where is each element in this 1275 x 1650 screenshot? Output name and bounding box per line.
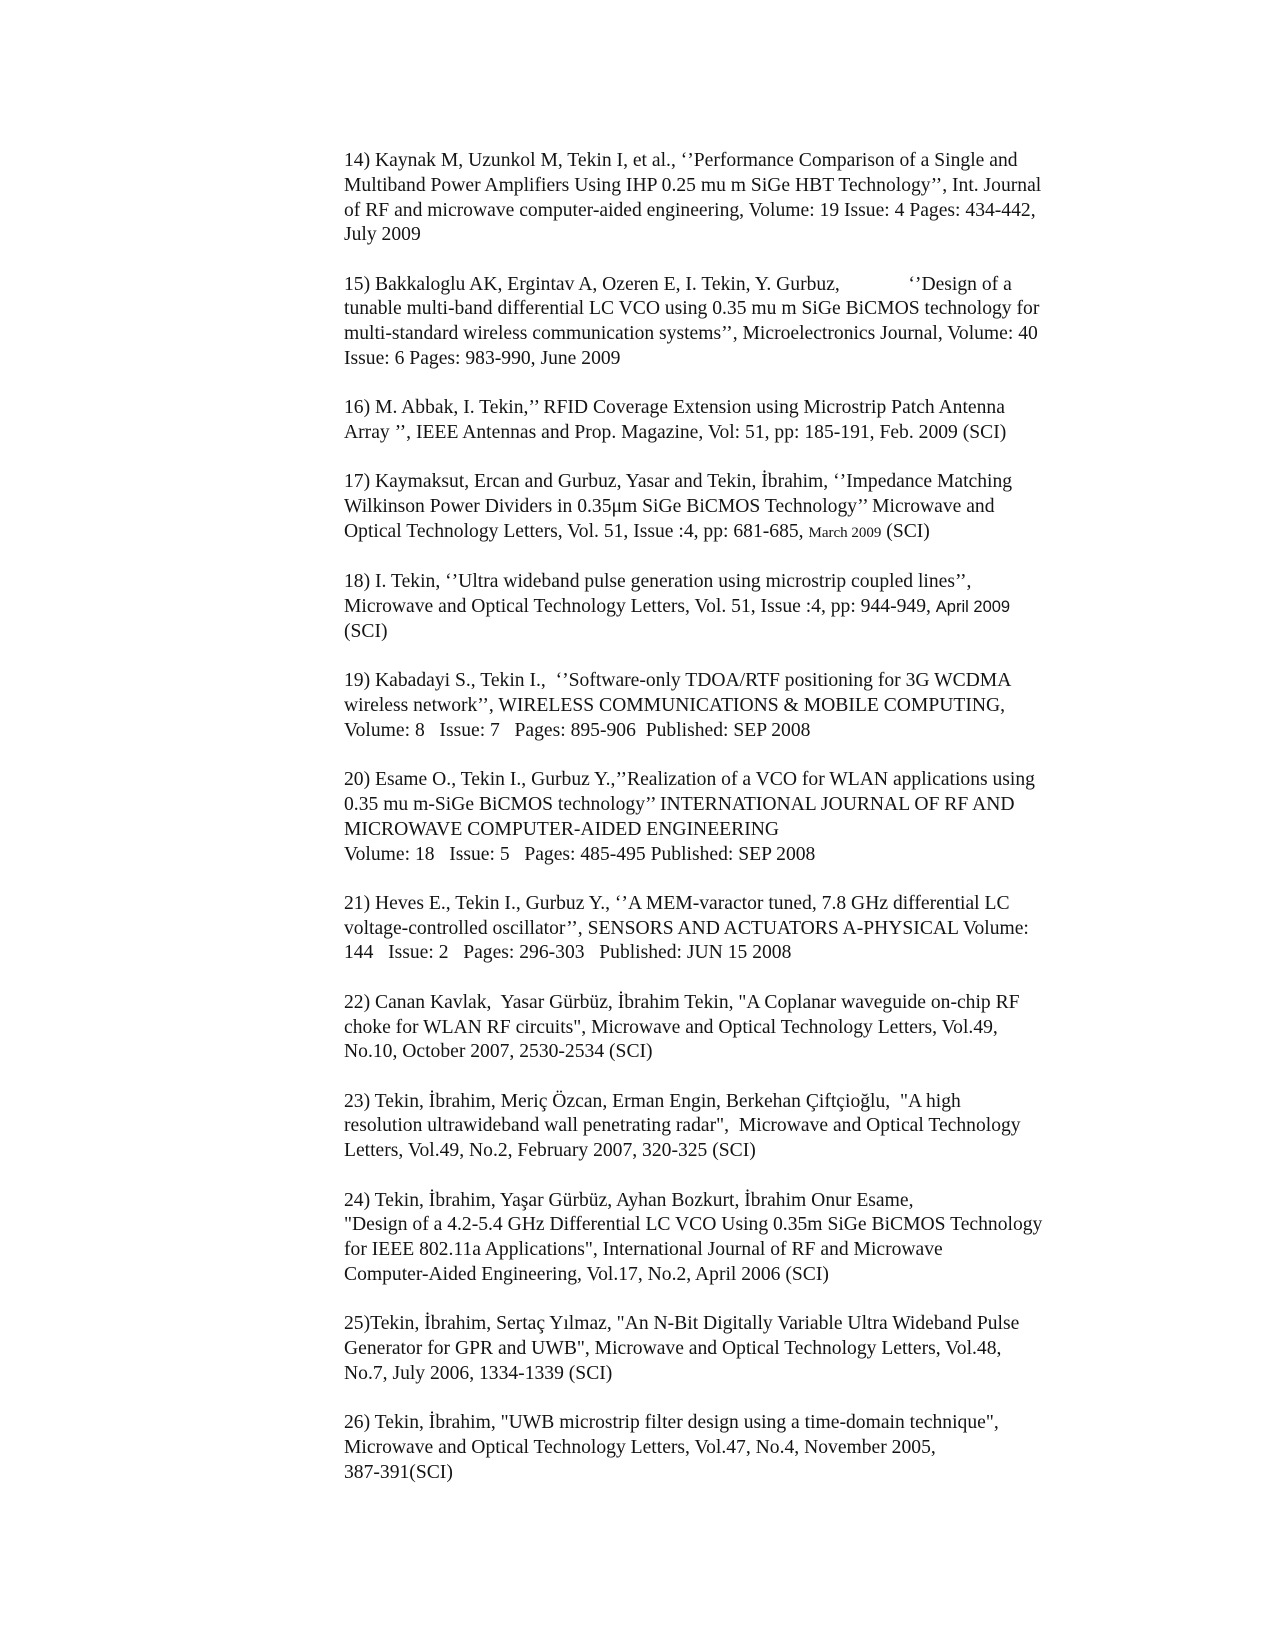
entry-line: 22) Canan Kavlak, Yasar Gürbüz, İbrahim Tekin, "A Coplanar waveguide on-chip RF [344,991,1020,1013]
entry-line: tunable multi-band differential LC VCO using 0.35 mu m SiGe BiCMOS technology for [344,298,1040,320]
entry-line: 25)Tekin, İbrahim, Sertaç Yılmaz, "An N-Bit Digitally Variable Ultra Wideband Pulse [344,1313,1020,1335]
publication-entry-23 [344,1090,1084,1164]
entry-line: 14) Kaynak M, Uzunkol M, Tekin I, et al., ‘’Performance Comparison of a Single and [344,150,1018,171]
entry-line: 21) Heves E., Tekin I., Gurbuz Y., ‘’A MEM-varactor tuned, 7.8 GHz differential LC [344,892,1010,914]
entry-line: choke for WLAN RF circuits", Microwave and Optical Technology Letters, Vol.49, [344,1016,998,1038]
entry-line: No.7, July 2006, 1334-1339 (SCI) [344,1362,613,1384]
entry-line: wireless network’’, WIRELESS COMMUNICATIONS & MOBILE COMPUTING, [344,695,1006,717]
entry-line: Volume: 18 Issue: 5 Pages: 485-495 Published: SEP 2008 [344,843,816,865]
entry-line: 0.35 mu m-SiGe BiCMOS technology’’ INTERNATIONAL JOURNAL OF RF AND [344,793,1015,815]
entry-line: 26) Tekin, İbrahim, "UWB microstrip filter design using a time-domain technique", [344,1412,999,1434]
entry-line: "Design of a 4.2-5.4 GHz Differential LC VCO Using 0.35m SiGe BiCMOS Technology [344,1214,1043,1236]
publication-entry-17 [344,470,1084,545]
entry-line: Computer-Aided Engineering, Vol.17, No.2, April 2006 (SCI) [344,1263,829,1285]
entry-line: Volume: 8 Issue: 7 Pages: 895-906 Published: SEP 2008 [344,719,811,741]
publication-entry-22 [344,991,1084,1065]
publication-entry-16 [344,396,1084,446]
entry-line: Generator for GPR and UWB", Microwave and Optical Technology Letters, Vol.48, [344,1337,1002,1359]
entry-line: 15) Bakkaloglu AK, Ergintav A, Ozeren E, I. Tekin, Y. Gurbuz, ‘’Design of a [344,273,1012,295]
publication-entry-18 [344,570,1084,644]
publication-entry-19 [344,669,1084,743]
publication-entry-15 [344,273,1084,372]
entry-line: Letters, Vol.49, No.2, February 2007, 320-325 (SCI) [344,1140,756,1162]
entry-line: 19) Kabadayi S., Tekin I., ‘’Software-only TDOA/RTF positioning for 3G WCDMA [344,670,1012,692]
entry-line [344,595,1084,620]
entry-line: voltage-controlled oscillator’’, SENSORS AND ACTUATORS A-PHYSICAL Volume: [344,917,1029,939]
entry-line: for IEEE 802.11a Applications", International Journal of RF and Microwave [344,1239,943,1261]
entry-line: Multiband Power Amplifiers Using IHP 0.25 mu m SiGe HBT Technology’’, Int. Journal [344,174,1042,196]
entry-line: Microwave and Optical Technology Letters, Vol.47, No.4, November 2005, [344,1436,936,1458]
publication-entry-25 [344,1312,1084,1386]
entry-line: 387-391(SCI) [344,1461,453,1483]
entry-line: July 2009 [344,224,421,246]
entry-date-sans: April 2009 [935,598,1011,617]
entry-line: 24) Tekin, İbrahim, Yaşar Gürbüz, Ayhan Bozkurt, İbrahim Onur Esame, [344,1189,914,1211]
entry-line: 17) Kaymaksut, Ercan and Gurbuz, Yasar and Tekin, İbrahim, ‘’Impedance Matching [344,471,1013,493]
entry-line-text: Optical Technology Letters, Vol. 51, Issue :4, pp: 681-685, [344,521,809,543]
entry-line-text: Microwave and Optical Technology Letters, Vol. 51, Issue :4, pp: 944-949, [344,596,936,618]
entry-line-text: (SCI) [881,521,930,543]
publication-entry-14 [344,149,1084,248]
entry-line: multi-standard wireless communication systems’’, Microelectronics Journal, Volume: 40 [344,323,1038,345]
entry-line: Issue: 6 Pages: 983-990, June 2009 [344,348,621,370]
entry-line: of RF and microwave computer-aided engineering, Volume: 19 Issue: 4 Pages: 434-442, [344,199,1036,221]
entry-line [344,520,1084,546]
publication-entry-21 [344,892,1084,966]
entry-line: MICROWAVE COMPUTER-AIDED ENGINEERING [344,818,780,840]
publication-entry-20 [344,768,1084,867]
entry-line: 23) Tekin, İbrahim, Meriç Özcan, Erman Engin, Berkehan Çiftçioğlu, "A high [344,1090,961,1112]
entry-line: 18) I. Tekin, ‘’Ultra wideband pulse generation using microstrip coupled lines’’, [344,571,972,593]
entry-line: No.10, October 2007, 2530-2534 (SCI) [344,1041,653,1063]
entry-line: (SCI) [344,620,388,642]
publication-entry-24 [344,1189,1084,1288]
publication-entry-26 [344,1411,1084,1485]
entry-line: 144 Issue: 2 Pages: 296-303 Published: JUN 15 2008 [344,942,792,964]
entry-line: Wilkinson Power Dividers in 0.35μm SiGe BiCMOS Technology’’ Microwave and [344,496,995,518]
entry-line: resolution ultrawideband wall penetrating radar", Microwave and Optical Technology [344,1115,1021,1137]
publication-list [344,149,1084,1510]
entry-date-small: March 2009 [808,525,882,542]
entry-line: 16) M. Abbak, I. Tekin,’’ RFID Coverage Extension using Microstrip Patch Antenna [344,397,1005,419]
entry-line: 20) Esame O., Tekin I., Gurbuz Y.,’’Realization of a VCO for WLAN applications using [344,769,1035,791]
entry-line: Array ’’, IEEE Antennas and Prop. Magazine, Vol: 51, pp: 185-191, Feb. 2009 (SCI) [344,422,1007,444]
